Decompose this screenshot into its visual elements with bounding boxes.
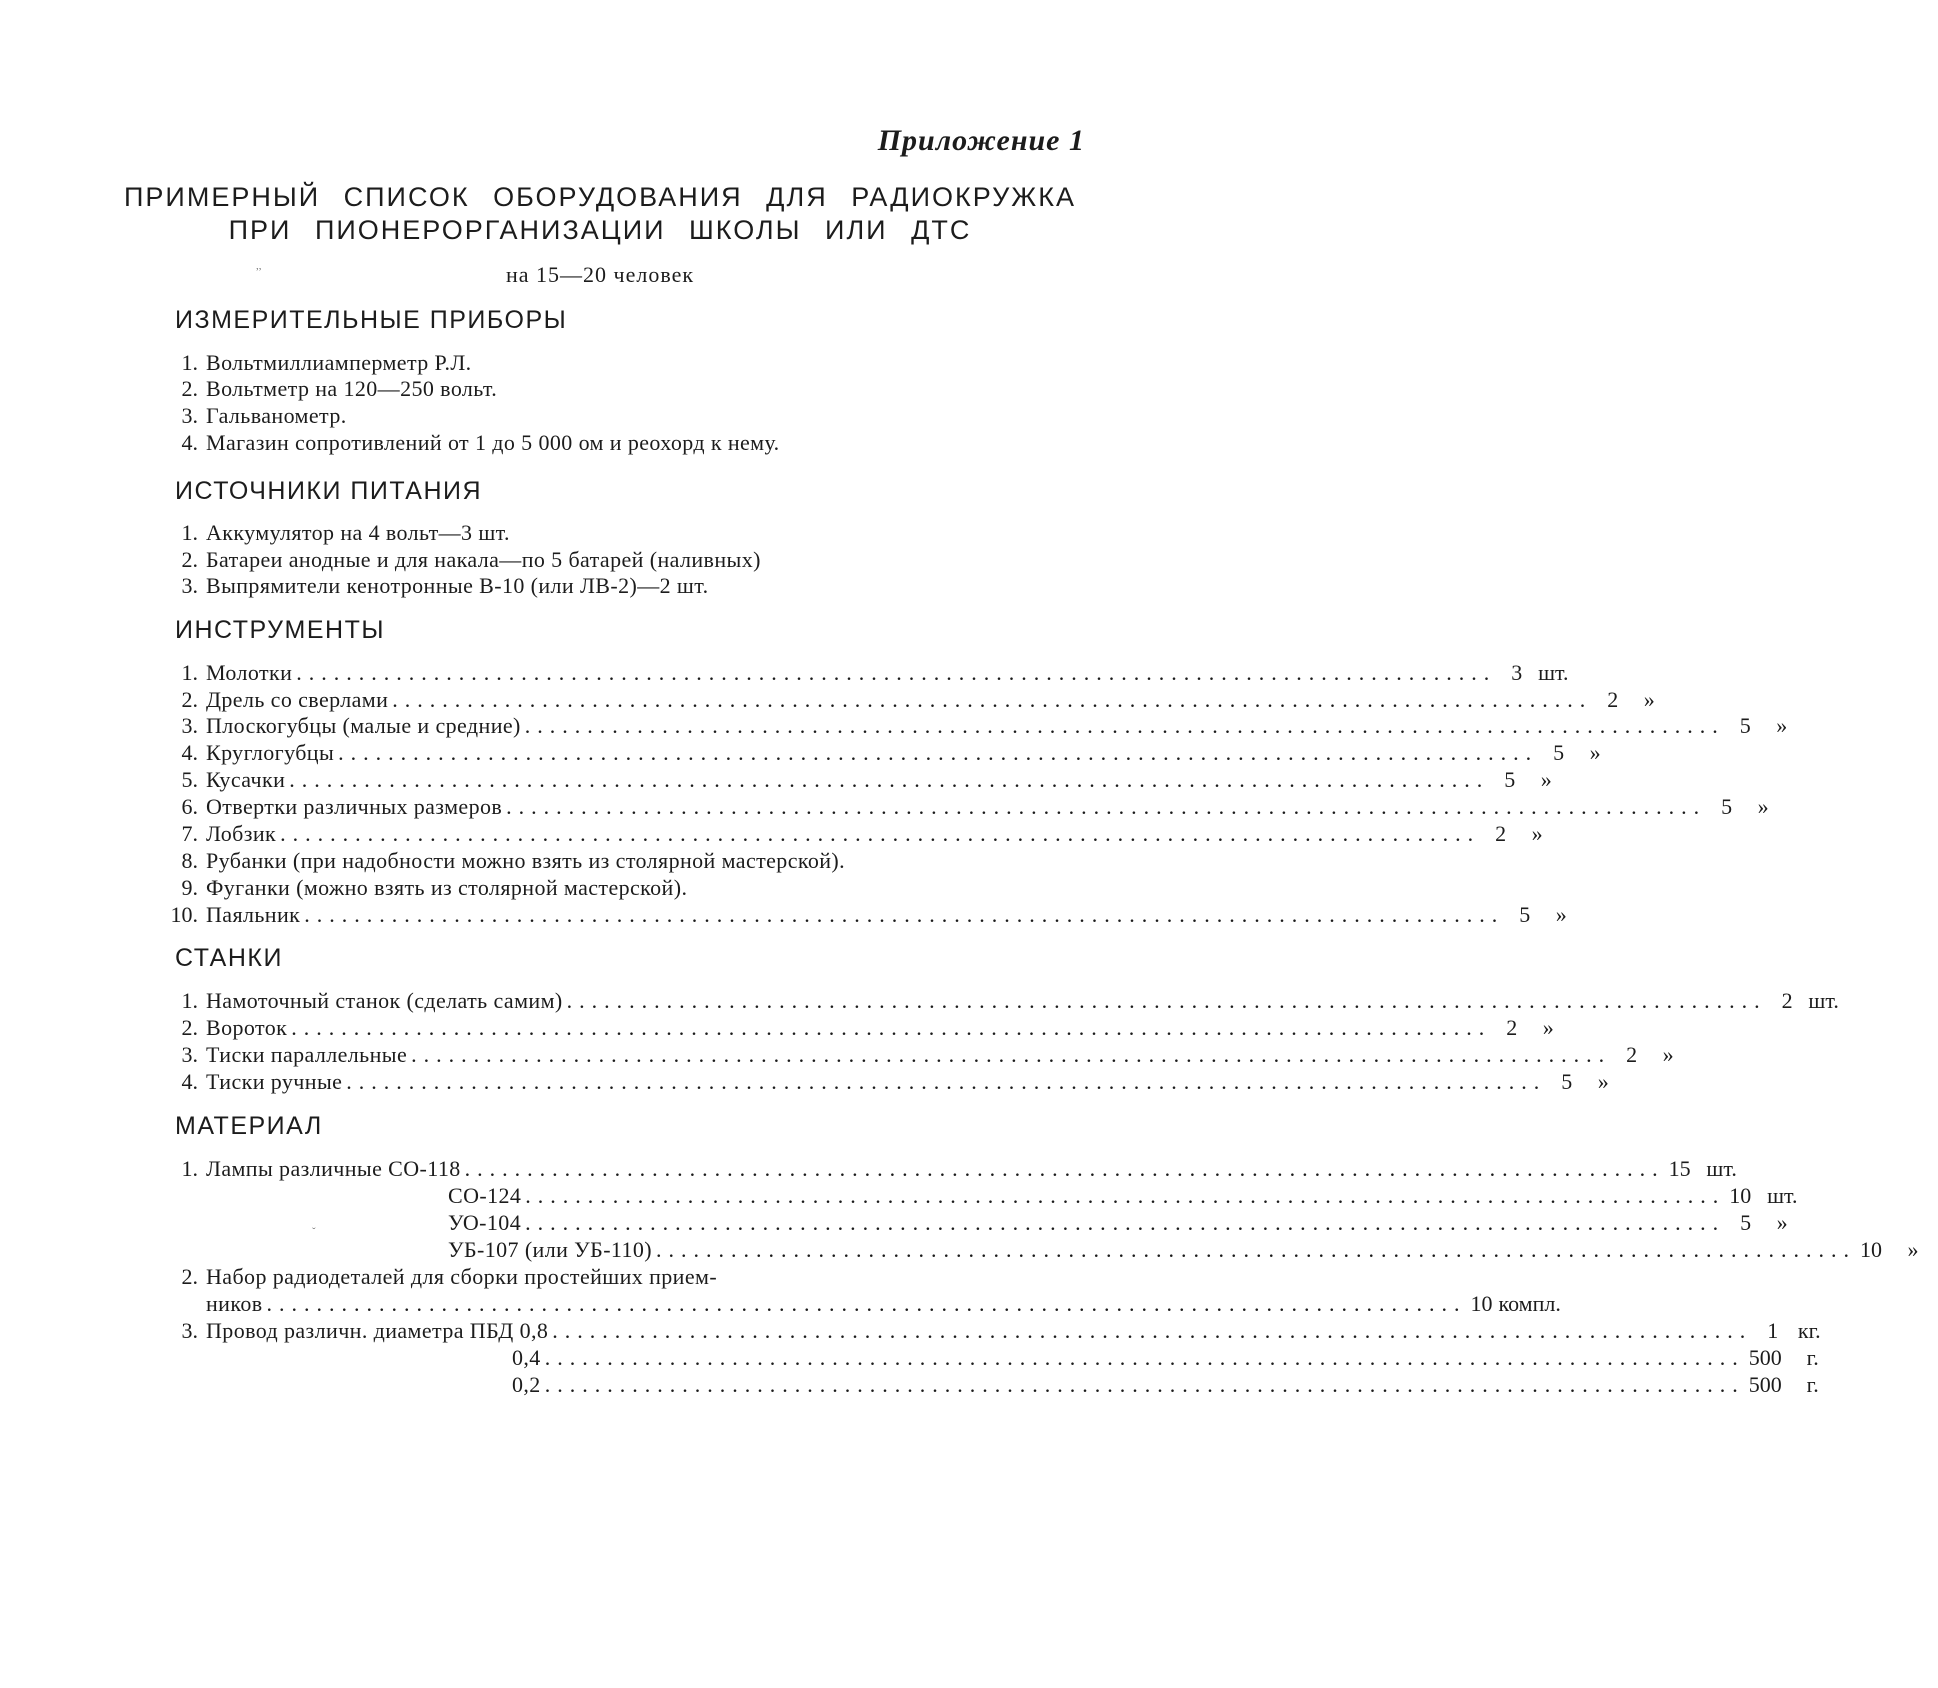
item-unit: шт. xyxy=(1767,1183,1798,1208)
list-item xyxy=(168,820,1543,847)
list-item xyxy=(168,686,1655,713)
item-number: 2. xyxy=(181,1015,198,1040)
item-quantity: 2 xyxy=(1506,1015,1518,1040)
item-text: 0,2 xyxy=(512,1372,541,1397)
item-text: Кусачки xyxy=(206,767,286,792)
item-text: Дрель со сверлами xyxy=(206,687,389,712)
list-item xyxy=(168,659,1569,686)
print-mark: ,, xyxy=(256,260,262,272)
item-quantity: 5 xyxy=(1504,767,1516,792)
item-text: Лампы различные СО-118 xyxy=(206,1156,461,1181)
item-number: 3. xyxy=(181,573,198,598)
leader-dots: ................................................................................................ xyxy=(656,1237,1857,1262)
item-unit: » xyxy=(1757,794,1769,819)
list-item xyxy=(168,987,1839,1014)
item-quantity: 2 xyxy=(1495,821,1507,846)
item-text: Молотки xyxy=(206,660,293,685)
item-number: 3. xyxy=(181,1318,198,1343)
list-item xyxy=(168,1155,1737,1182)
item-quantity: 2 xyxy=(1626,1042,1638,1067)
item-quantity: 2 xyxy=(1781,988,1793,1013)
item-number: 4. xyxy=(181,740,198,765)
item-unit: компл. xyxy=(1498,1291,1561,1316)
item-number: 7. xyxy=(181,821,198,846)
leader-dots: ................................................................................................ xyxy=(525,1210,1726,1235)
item-unit: » xyxy=(1776,1210,1788,1235)
list-item xyxy=(168,402,347,429)
list-item xyxy=(168,793,1769,820)
item-text: Лобзик xyxy=(206,821,277,846)
list-item xyxy=(448,1182,1798,1209)
leader-dots: ................................................................................................ xyxy=(411,1042,1612,1067)
leader-dots: ................................................................................................ xyxy=(524,713,1725,738)
list-item xyxy=(168,1068,1609,1095)
item-quantity: 3 xyxy=(1511,660,1523,685)
appendix-label: Приложение 1 xyxy=(877,124,1085,157)
item-number: 5. xyxy=(181,767,198,792)
item-unit: шт. xyxy=(1538,660,1569,685)
item-number: 8. xyxy=(181,848,198,873)
leader-dots: ................................................................................................ xyxy=(506,794,1707,819)
item-quantity: 500 xyxy=(1748,1372,1782,1397)
item-quantity: 2 xyxy=(1607,687,1619,712)
item-text: СО-124 xyxy=(448,1183,522,1208)
section-heading-material: МАТЕРИАЛ xyxy=(175,1112,323,1140)
item-number: 10. xyxy=(170,902,198,927)
leader-dots: ................................................................................................ xyxy=(552,1318,1753,1343)
item-number: 1. xyxy=(181,988,198,1013)
section-heading-tools: ИНСТРУМЕНТЫ xyxy=(175,616,385,644)
item-unit: г. xyxy=(1806,1372,1819,1397)
item-text: Паяльник xyxy=(206,902,301,927)
list-item xyxy=(168,429,780,456)
list-item xyxy=(168,712,1788,739)
list-item xyxy=(168,546,761,573)
leader-dots: ................................................................................................ xyxy=(280,821,1481,846)
leader-dots: ................................................................................................ xyxy=(392,687,1593,712)
item-quantity: 5 xyxy=(1739,713,1751,738)
leader-dots: ................................................................................................ xyxy=(304,902,1505,927)
list-item xyxy=(168,1263,717,1290)
list-item xyxy=(168,766,1552,793)
leader-dots: ................................................................................................ xyxy=(289,767,1490,792)
item-unit: » xyxy=(1542,1015,1554,1040)
item-quantity: 5 xyxy=(1721,794,1733,819)
item-number: 4. xyxy=(181,430,198,455)
list-item xyxy=(512,1344,1819,1371)
item-number: 9. xyxy=(181,875,198,900)
section-heading-machines: СТАНКИ xyxy=(175,944,283,972)
item-number: 2. xyxy=(181,547,198,572)
item-number: 2. xyxy=(181,687,198,712)
list-item xyxy=(168,847,845,874)
item-unit: » xyxy=(1531,821,1543,846)
item-text: Намоточный станок (сделать самим) xyxy=(206,988,563,1013)
print-mark: ˇ xyxy=(312,1226,316,1238)
item-text: ников xyxy=(206,1291,263,1316)
leader-dots: ................................................................................................ xyxy=(544,1345,1745,1370)
list-item xyxy=(448,1236,1919,1263)
list-item xyxy=(448,1209,1788,1236)
item-number: 4. xyxy=(181,1069,198,1094)
leader-dots: ................................................................................................ xyxy=(266,1291,1467,1316)
item-text: Гальванометр. xyxy=(206,403,347,428)
item-quantity: 15 xyxy=(1668,1156,1691,1181)
item-quantity: 10 xyxy=(1860,1237,1883,1262)
item-number: 3. xyxy=(181,403,198,428)
item-number: 1. xyxy=(181,350,198,375)
item-unit: кг. xyxy=(1797,1318,1821,1343)
item-text: Провод различн. диаметра ПБД 0,8 xyxy=(206,1318,549,1343)
item-unit: » xyxy=(1662,1042,1674,1067)
list-item xyxy=(206,1290,1561,1317)
item-text: Тиски ручные xyxy=(206,1069,343,1094)
list-item xyxy=(168,519,510,546)
item-text: 0,4 xyxy=(512,1345,541,1370)
list-item xyxy=(512,1371,1819,1398)
item-text: Круглогубцы xyxy=(206,740,335,765)
item-quantity: 5 xyxy=(1740,1210,1752,1235)
item-text: Плоскогубцы (малые и средние) xyxy=(206,713,521,738)
leader-dots: ................................................................................................ xyxy=(544,1372,1745,1397)
item-text: Отвертки различных размеров xyxy=(206,794,503,819)
leader-dots: ................................................................................................ xyxy=(566,988,1767,1013)
item-quantity: 500 xyxy=(1748,1345,1782,1370)
leader-dots: ................................................................................................ xyxy=(346,1069,1547,1094)
item-number: 1. xyxy=(181,520,198,545)
item-text: УБ-107 (или УБ-110) xyxy=(448,1237,653,1262)
item-unit: » xyxy=(1589,740,1601,765)
item-text: Выпрямители кенотронные В-10 (или ЛВ-2)—2 шт. xyxy=(206,573,709,598)
item-text: Фуганки (можно взять из столярной мастерской). xyxy=(206,875,688,900)
item-number: 3. xyxy=(181,713,198,738)
list-item xyxy=(168,1014,1554,1041)
item-quantity: 10 xyxy=(1729,1183,1752,1208)
list-item xyxy=(168,572,709,599)
list-item xyxy=(168,901,1567,928)
item-quantity: 5 xyxy=(1561,1069,1573,1094)
item-text: УО-104 xyxy=(448,1210,522,1235)
list-item xyxy=(168,739,1601,766)
item-text: Батареи анодные и для накала—по 5 батарей (наливных) xyxy=(206,547,761,572)
section-heading-instruments: ИЗМЕРИТЕЛЬНЫЕ ПРИБОРЫ xyxy=(175,306,568,334)
section-heading-power: ИСТОЧНИКИ ПИТАНИЯ xyxy=(175,477,483,505)
list-item xyxy=(168,874,687,901)
item-quantity: 5 xyxy=(1519,902,1531,927)
item-text: Вороток xyxy=(206,1015,288,1040)
list-item xyxy=(168,349,472,376)
item-text: Тиски параллельные xyxy=(206,1042,408,1067)
item-quantity: 10 xyxy=(1470,1291,1493,1316)
item-unit: » xyxy=(1555,902,1567,927)
item-unit: » xyxy=(1643,687,1655,712)
item-number: 1. xyxy=(181,1156,198,1181)
list-item xyxy=(168,1041,1674,1068)
item-text: Вольтмиллиамперметр Р.Л. xyxy=(206,350,472,375)
leader-dots: ................................................................................................ xyxy=(296,660,1497,685)
item-quantity: 1 xyxy=(1767,1318,1779,1343)
item-number: 2. xyxy=(181,376,198,401)
item-unit: » xyxy=(1907,1237,1919,1262)
item-unit: » xyxy=(1776,713,1788,738)
list-item xyxy=(168,375,497,402)
item-unit: г. xyxy=(1806,1345,1819,1370)
item-unit: » xyxy=(1540,767,1552,792)
item-unit: » xyxy=(1597,1069,1609,1094)
leader-dots: ................................................................................................ xyxy=(291,1015,1492,1040)
item-text: Магазин сопротивлений от 1 до 5 000 ом и реохорд к нему. xyxy=(206,430,780,455)
document-subtitle: на 15—20 человек xyxy=(505,262,695,287)
leader-dots: ................................................................................................ xyxy=(525,1183,1726,1208)
item-number: 1. xyxy=(181,660,198,685)
document-title-line-1: ПРИМЕРНЫЙ СПИСОК ОБОРУДОВАНИЯ ДЛЯ РАДИОКРУЖКА xyxy=(124,182,1076,212)
list-item xyxy=(168,1317,1821,1344)
item-number: 3. xyxy=(181,1042,198,1067)
item-unit: шт. xyxy=(1808,988,1839,1013)
item-text: Вольтметр на 120—250 вольт. xyxy=(206,376,498,401)
item-text: Набор радиодеталей для сборки простейших прием- xyxy=(206,1264,718,1289)
leader-dots: ................................................................................................ xyxy=(464,1156,1665,1181)
item-number: 2. xyxy=(181,1264,198,1289)
item-text: Аккумулятор на 4 вольт—3 шт. xyxy=(206,520,510,545)
item-quantity: 5 xyxy=(1553,740,1565,765)
item-number: 6. xyxy=(181,794,198,819)
item-unit: шт. xyxy=(1706,1156,1737,1181)
item-text: Рубанки (при надобности можно взять из столярной мастерской). xyxy=(206,848,846,873)
leader-dots: ................................................................................................ xyxy=(338,740,1539,765)
document-title-line-2: ПРИ ПИОНЕРОРГАНИЗАЦИИ ШКОЛЫ ИЛИ ДТС xyxy=(228,215,972,245)
